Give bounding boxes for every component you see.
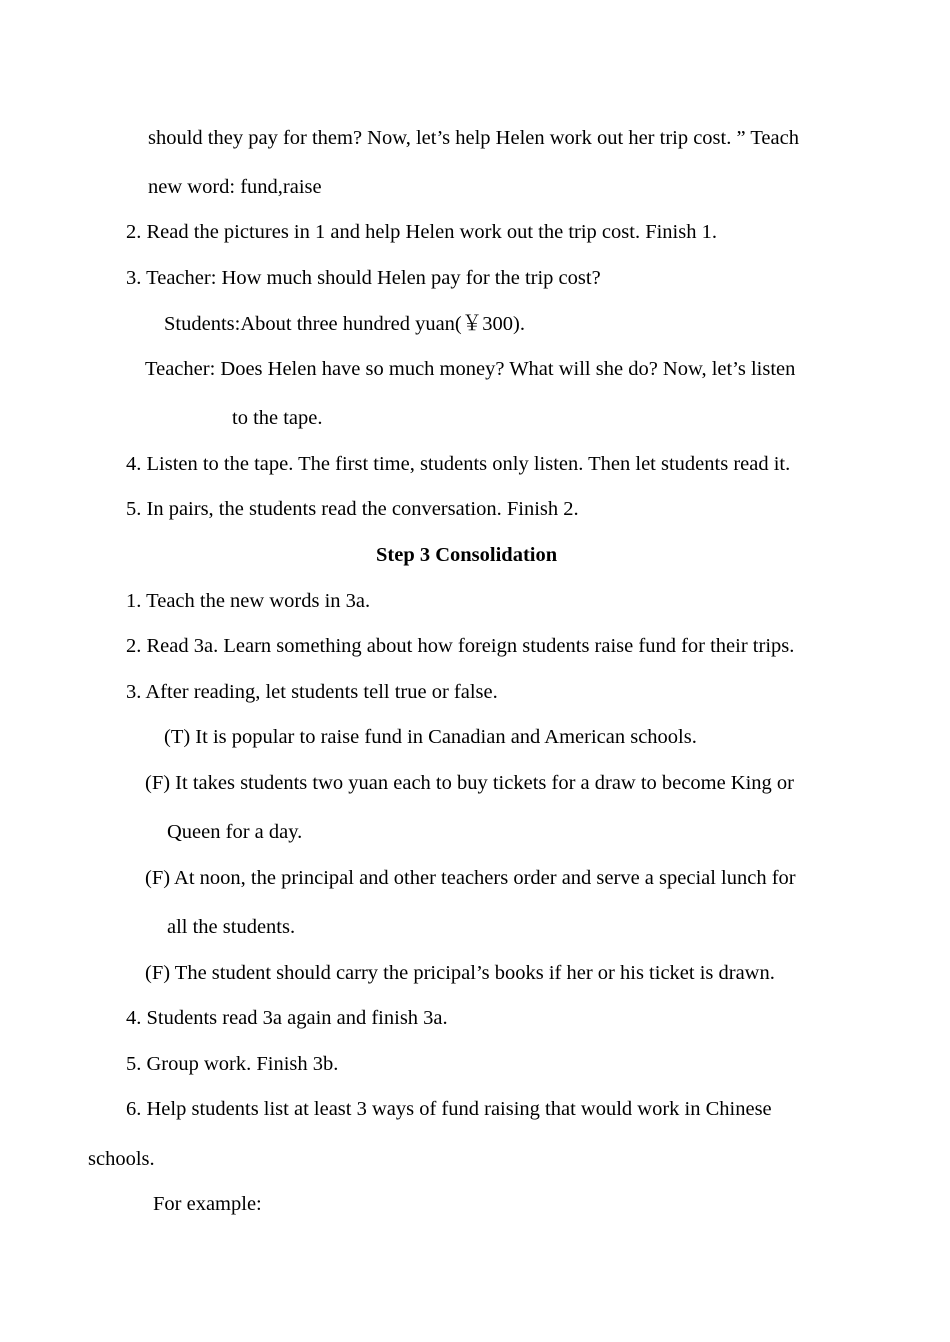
body-line: Queen for a day. xyxy=(167,821,303,843)
section-heading: Step 3 Consolidation xyxy=(376,544,558,566)
body-line: should they pay for them? Now, let’s help Helen work out her trip cost. ” Teach xyxy=(148,127,799,149)
list-item: 1. Teach the new words in 3a. xyxy=(126,590,371,612)
list-item: 5. In pairs, the students read the conversation. Finish 2. xyxy=(126,498,579,520)
body-line: all the students. xyxy=(167,916,296,938)
list-item: 3. Teacher: How much should Helen pay for the trip cost? xyxy=(126,267,601,289)
true-false-item: (F) It takes students two yuan each to buy tickets for a draw to become King or xyxy=(145,772,794,794)
list-item: 2. Read the pictures in 1 and help Helen work out the trip cost. Finish 1. xyxy=(126,221,717,243)
list-item: 4. Students read 3a again and finish 3a. xyxy=(126,1007,448,1029)
list-item: 3. After reading, let students tell true or false. xyxy=(126,681,498,703)
list-item: 2. Read 3a. Learn something about how foreign students raise fund for their trips. xyxy=(126,635,795,657)
body-line: new word: fund,raise xyxy=(148,176,322,198)
body-line: For example: xyxy=(153,1193,262,1215)
body-line: schools. xyxy=(88,1148,155,1170)
true-false-item: (F) At noon, the principal and other teachers order and serve a special lunch for xyxy=(145,867,796,889)
body-line: Teacher: Does Helen have so much money? What will she do? Now, let’s listen xyxy=(145,358,796,380)
true-false-item: (T) It is popular to raise fund in Canadian and American schools. xyxy=(164,726,697,748)
body-line: to the tape. xyxy=(232,407,323,429)
body-line: Students:About three hundred yuan(￥300). xyxy=(164,313,525,335)
true-false-item: (F) The student should carry the pricipal’s books if her or his ticket is drawn. xyxy=(145,962,775,984)
list-item: 6. Help students list at least 3 ways of fund raising that would work in Chinese xyxy=(126,1098,772,1120)
list-item: 4. Listen to the tape. The first time, students only listen. Then let students read it. xyxy=(126,453,791,475)
list-item: 5. Group work. Finish 3b. xyxy=(126,1053,339,1075)
